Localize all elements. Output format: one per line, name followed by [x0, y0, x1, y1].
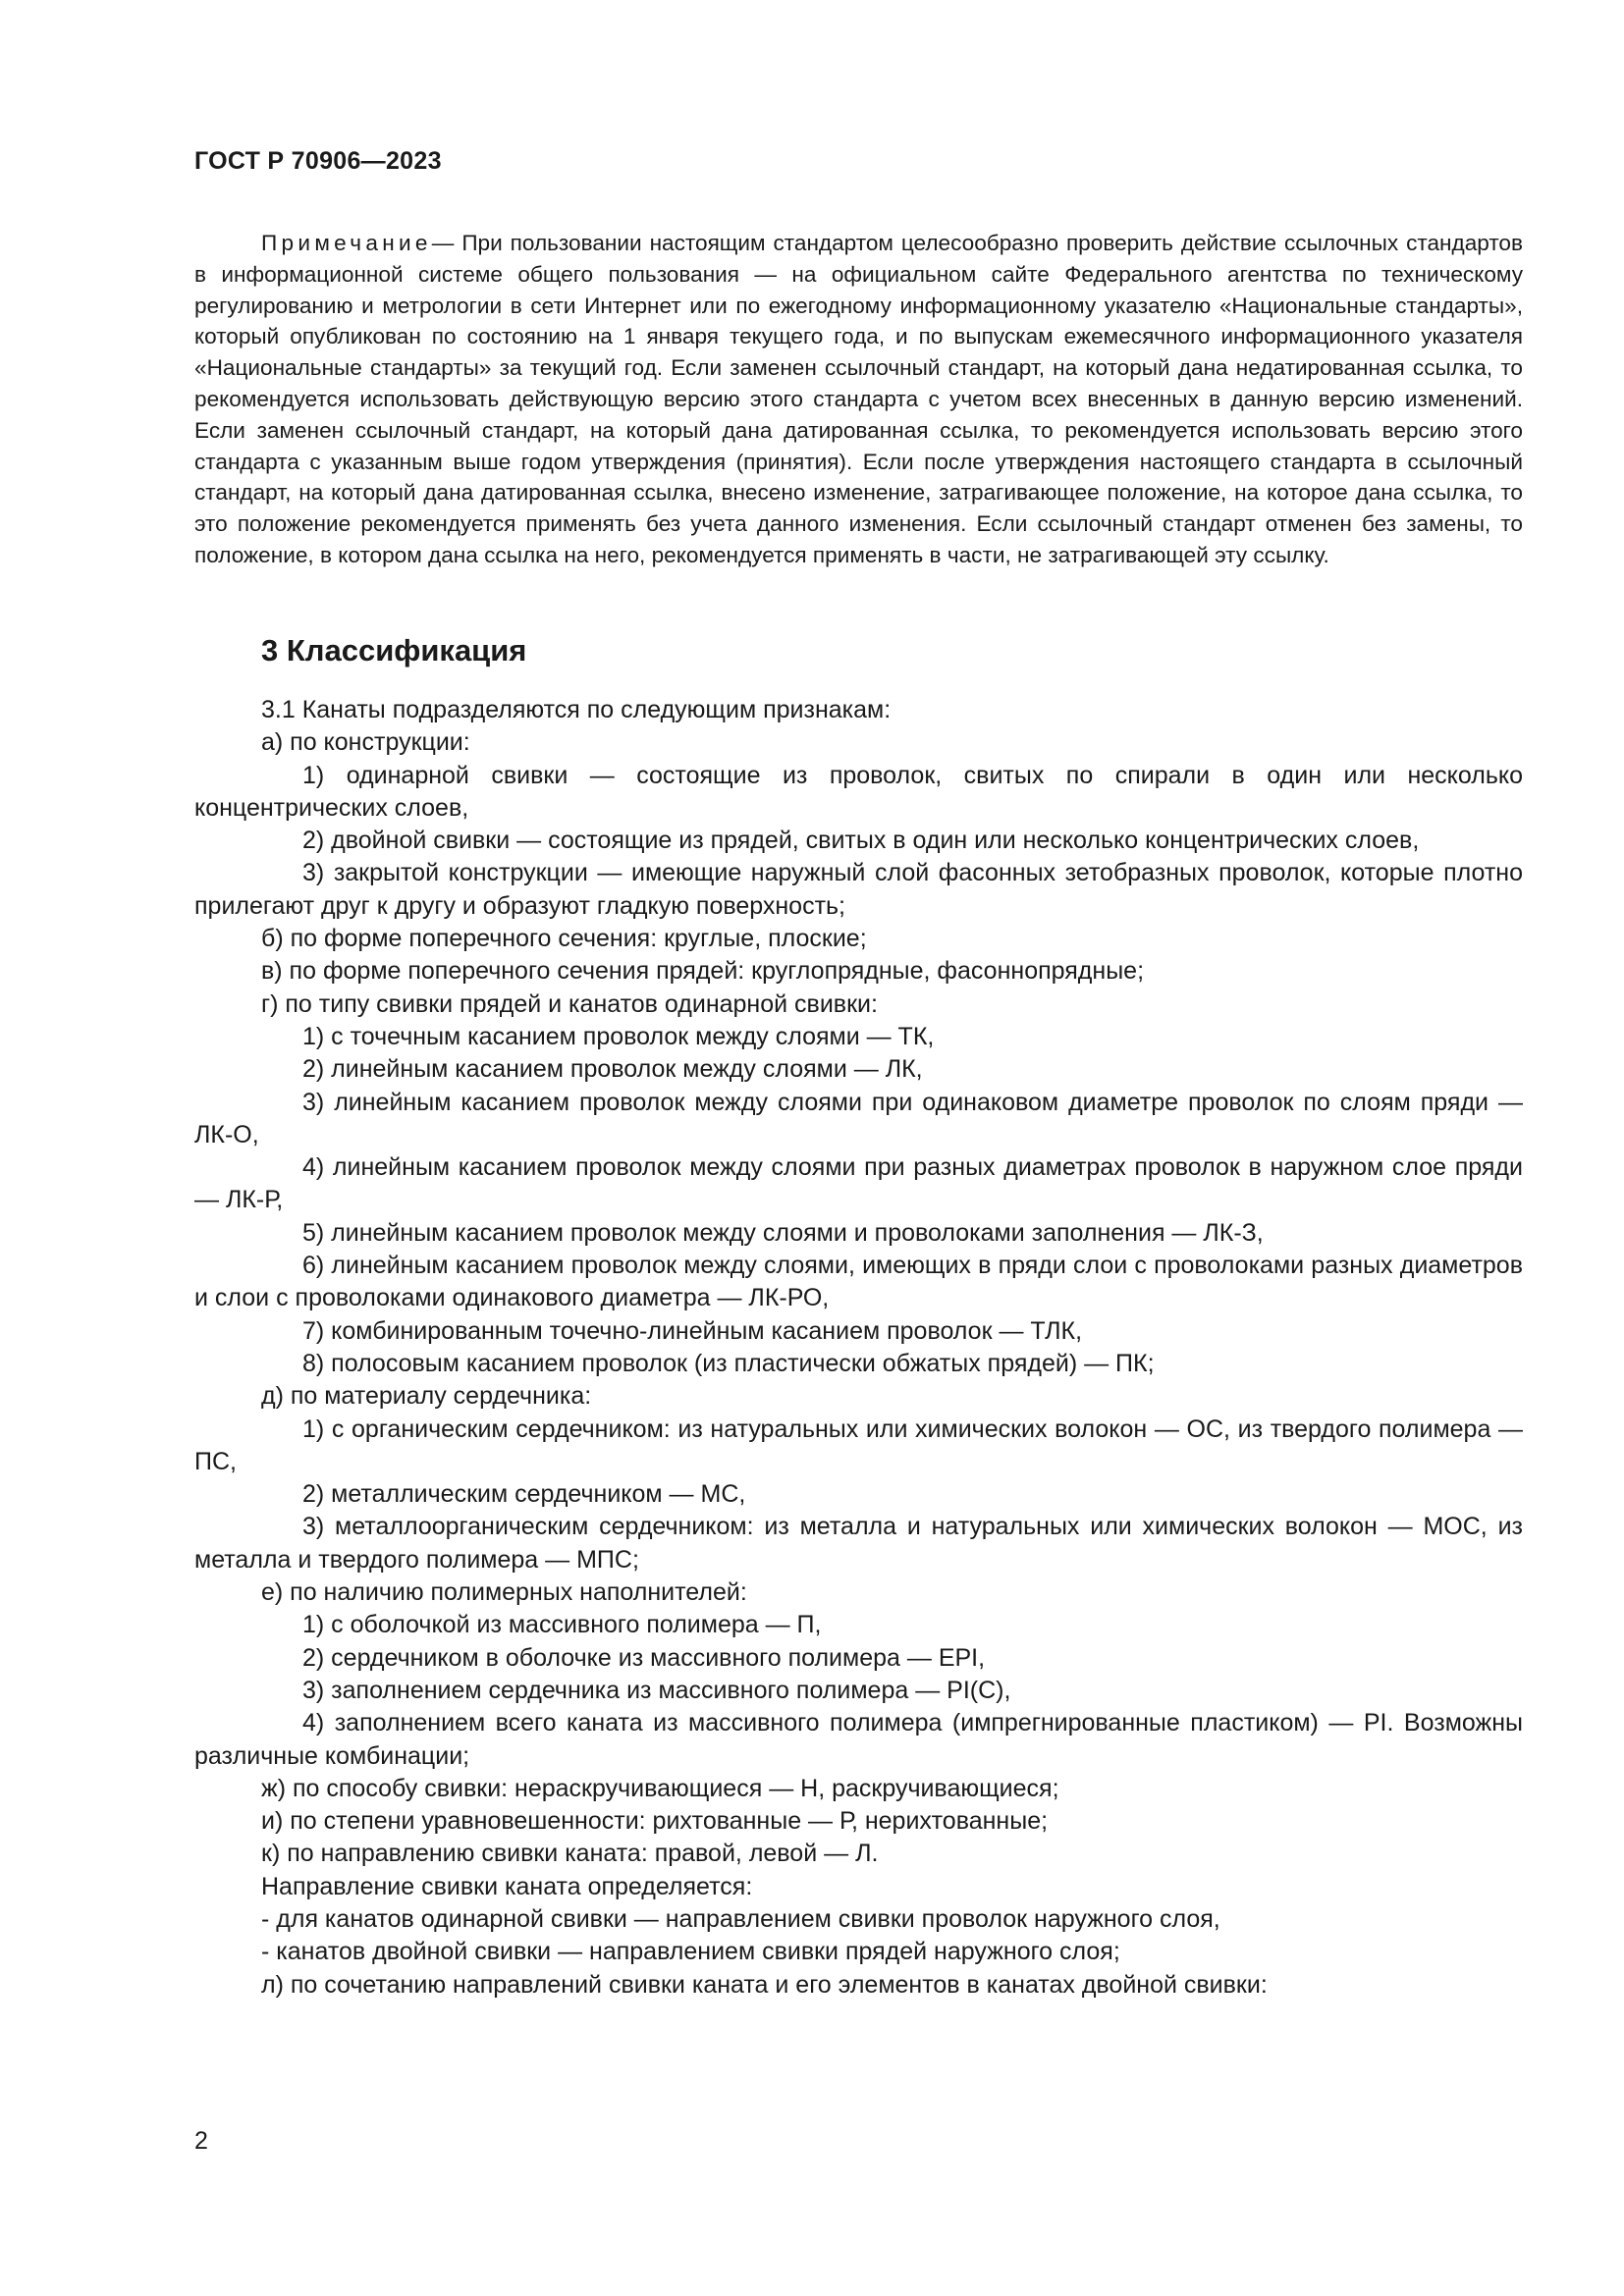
list-subitem: 4) заполнением всего каната из массивного полимера (импрегнированные пластиком) — PI. Возможны различные комбинации;: [194, 1709, 1523, 1770]
list-subitem: 3) линейным касанием проволок между слоями при одинаковом диаметре проволок по слоям пряди — ЛК-О,: [194, 1088, 1523, 1148]
list-subitem: 5) линейным касанием проволок между слоями и проволоками заполнения — ЛК-З,: [302, 1218, 1264, 1247]
list-subitem: 1) с органическим сердечником: из натуральных или химических волокон — ОС, из твердого полимера — ПС,: [194, 1415, 1523, 1475]
list-subitem: 8) полосовым касанием проволок (из пластически обжатых прядей) — ПК;: [302, 1349, 1155, 1377]
list-subitem: 4) линейным касанием проволок между слоями при разных диаметрах проволок в наружном слое пряди — ЛК-Р,: [194, 1153, 1523, 1214]
page-number: 2: [194, 2127, 208, 2155]
list-item-l: л) по сочетанию направлений свивки каната и его элементов в канатах двойной свивки:: [261, 1970, 1268, 1999]
list-subitem: 1) с точечным касанием проволок между слоями — ТК,: [302, 1022, 935, 1050]
list-item-k: к) по направлению свивки каната: правой, левой — Л.: [261, 1840, 879, 1868]
list-item-zh: ж) по способу свивки: нераскручивающиеся — Н, раскручивающиеся;: [261, 1774, 1059, 1802]
list-subitem: 1) с оболочкой из массивного полимера — П,: [302, 1611, 822, 1639]
list-item-v: в) по форме поперечного сечения прядей: круглопрядные, фасоннопрядные;: [261, 957, 1145, 986]
list-subitem: 6) линейным касанием проволок между слоями, имеющих в пряди слои с проволоками разных диаметров и слои с проволоками одинакового диаметра — ЛК-РО,: [194, 1252, 1523, 1312]
note-label: Примечание: [261, 231, 432, 255]
note-dash: —: [431, 231, 462, 255]
lay-direction-intro: Направление свивки каната определяется:: [261, 1872, 753, 1900]
list-subitem: 2) линейным касанием проволок между слоями — ЛК,: [302, 1055, 923, 1084]
document-code: ГОСТ Р 70906—2023: [194, 147, 442, 175]
note-paragraph: [194, 228, 1523, 571]
list-subitem: 3) заполнением сердечника из массивного полимера — PI(C),: [302, 1676, 1011, 1704]
note-text: При пользовании настоящим стандартом целесообразно проверить действие ссылочных стандартов в информационной системе общего пользования — на официальном сайте Федерального агентства по техническому регулированию и метрологии в сети Интернет или по ежегодному информационному указателю «Национальные стандарты», который опубликован по состоянию на 1 января текущего года, и по выпускам ежемесячного информационного указателя «Национальные стандарты» за текущий год. Если заменен ссылочный стандарт, на который дана недатированная ссылка, то рекомендуется использовать действующую версию этого стандарта с учетом всех внесенных в данную версию изменений. Если заменен ссылочный стандарт, на который дана датированная ссылка, то рекомендуется использовать версию этого стандарта с указанным выше годом утверждения (принятия). Если после утверждения настоящего стандарта в ссылочный стандарт, на который дана датированная ссылка, внесено изменение, затрагивающее положение, на которое дана ссылка, то это положение рекомендуется применять без учета данного изменения. Если ссылочный стандарт отменен без замены, то положение, в котором дана ссылка на него, рекомендуется применять в части, не затрагивающей эту ссылку.: [194, 231, 1523, 567]
list-subitem: 3) металлоорганическим сердечником: из металла и натуральных или химических волокон — МОС, из металла и твердого полимера — МПС;: [194, 1513, 1523, 1574]
dash-item: - канатов двойной свивки — направлением свивки прядей наружного слоя;: [261, 1938, 1120, 1966]
list-item-d: д) по материалу сердечника:: [261, 1382, 592, 1411]
list-subitem: 3) закрытой конструкции — имеющие наружный слой фасонных зетобразных проволок, которые плотно прилегают друг к другу и образуют гладкую поверхность;: [194, 859, 1523, 920]
list-subitem: 2) сердечником в оболочке из массивного полимера — EPI,: [302, 1643, 986, 1672]
list-subitem: 1) одинарной свивки — состоящие из проволок, свитых по спирали в один или несколько концентрических слоев,: [194, 761, 1523, 822]
list-item-a: а) по конструкции:: [261, 728, 470, 757]
list-subitem: 7) комбинированным точечно-линейным касанием проволок — ТЛК,: [302, 1316, 1083, 1345]
clause-3-1: 3.1 Канаты подразделяются по следующим признакам:: [261, 696, 892, 723]
list-subitem: 2) двойной свивки — состоящие из прядей, свитых в один или несколько концентрических слоев,: [302, 827, 1420, 855]
dash-item: - для канатов одинарной свивки — направлением свивки проволок наружного слоя,: [261, 1904, 1220, 1933]
list-item-g: г) по типу свивки прядей и канатов одинарной свивки:: [261, 989, 878, 1018]
list-item-e: е) по наличию полимерных наполнителей:: [261, 1578, 747, 1607]
list-subitem: 2) металлическим сердечником — МС,: [302, 1480, 746, 1509]
section-title: 3 Классификация: [261, 633, 527, 667]
list-item-b: б) по форме поперечного сечения: круглые, плоские;: [261, 925, 867, 953]
note-block: [194, 228, 1523, 571]
section-body: [194, 694, 1523, 2002]
list-item-i: и) по степени уравновешенности: рихтованные — Р, нерихтованные;: [261, 1807, 1049, 1836]
